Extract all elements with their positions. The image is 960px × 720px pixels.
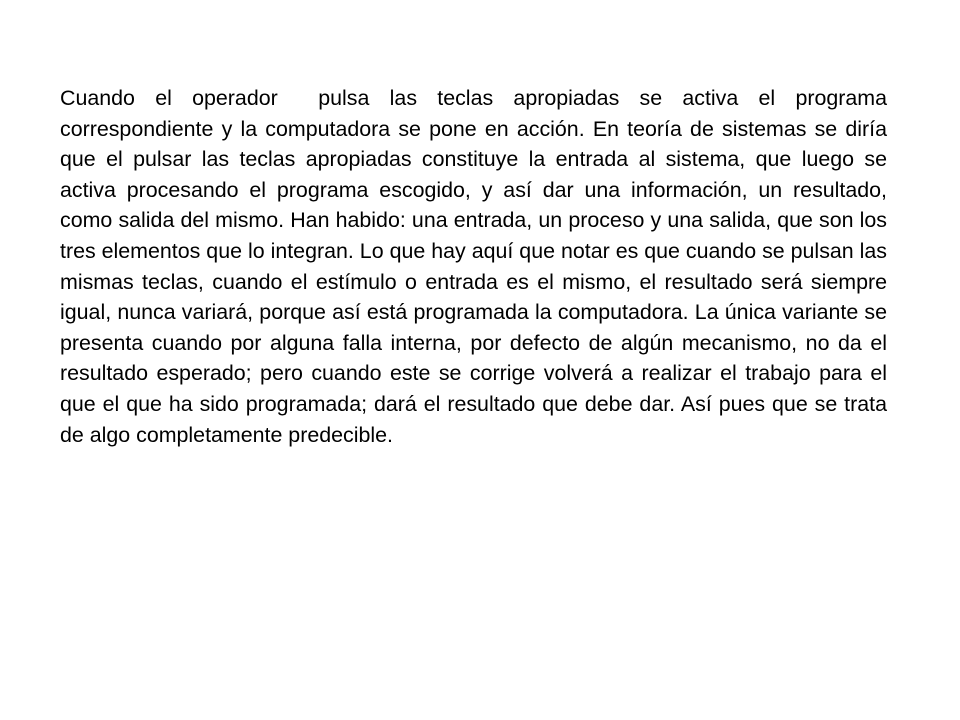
body-paragraph: Cuando el operador pulsa las teclas apropiadas se activa el programa correspondiente y la computadora se pone en acción. En teoría de sistemas se diría que el pulsar las teclas apropiadas constituye la entrada al sistema, que luego se activa procesando el programa escogido, y así dar una información, un resultado, como salida del mismo. Han habido: una entrada, un proceso y una salida, que son los tres elementos que lo integran. Lo que hay aquí que notar es que cuando se pulsan las mismas teclas, cuando el estímulo o entrada es el mismo, el resultado será siempre igual, nunca variará, porque así está programada la computadora. La única variante se presenta cuando por alguna falla interna, por defecto de algún mecanismo, no da el resultado esperado; pero cuando este se corrige volverá a realizar el trabajo para el que el que ha sido programada; dará el resultado que debe dar. Así pues que se trata de algo completamente predecible.: [60, 86, 893, 447]
